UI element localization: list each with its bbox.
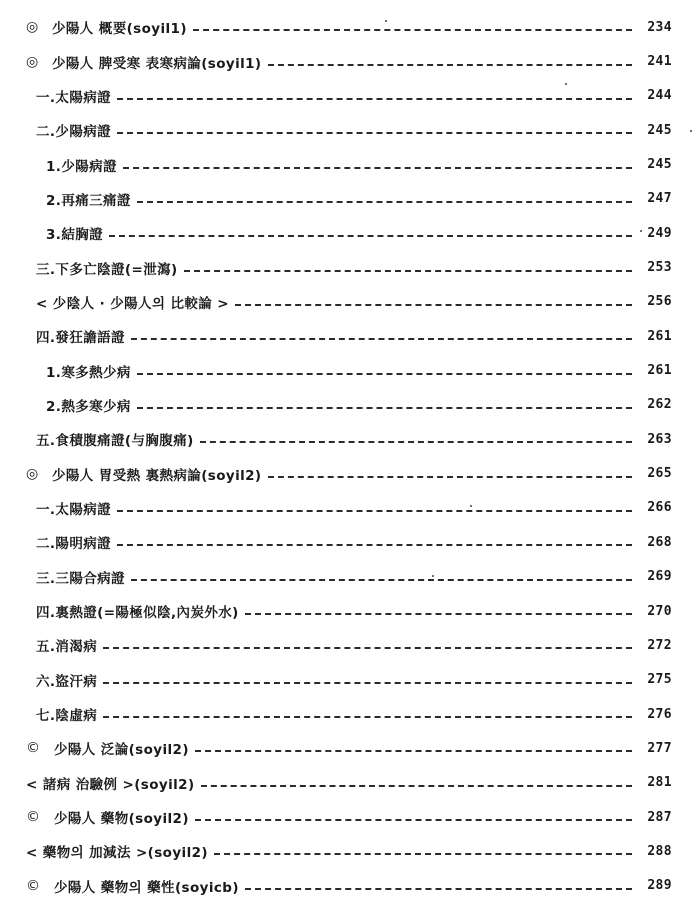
- toc-entry-page: 268: [647, 534, 672, 550]
- toc-entry-page: 263: [647, 431, 672, 447]
- toc-entry-title: 2.再痛三痛證: [46, 192, 131, 209]
- toc-entry-title: 四.發狂譫語證: [36, 330, 125, 347]
- dot-leader: [103, 682, 632, 684]
- toc-entry-title: 少陽人 概要(soyil1): [52, 21, 187, 38]
- toc-entry: [26, 353, 672, 387]
- toc-entry-page: 244: [647, 88, 672, 104]
- c-mark-icon: ©: [26, 877, 41, 894]
- toc-entry-page: 265: [647, 466, 672, 482]
- toc-entry-title: < 藥物의 加減法 >(soyil2): [26, 845, 208, 862]
- dot-leader: [245, 888, 632, 890]
- dot-leader: [268, 64, 633, 66]
- toc-entry: [26, 216, 672, 250]
- toc-entry-title: 1.少陽病證: [46, 158, 117, 175]
- toc-entry-page: 245: [647, 157, 672, 173]
- toc-entry: [26, 10, 672, 44]
- toc-entry-title: 二.少陽病證: [36, 124, 112, 141]
- dot-leader: [137, 201, 632, 203]
- double-circle-icon: ◎: [26, 19, 39, 36]
- dot-leader: [117, 98, 632, 100]
- toc-entry-title: 五.消渴病: [36, 639, 98, 656]
- toc-entry-title: 六.盜汗病: [36, 673, 98, 690]
- dot-leader: [235, 304, 632, 306]
- dot-leader: [195, 750, 632, 752]
- toc-entry-page: 247: [647, 191, 672, 207]
- scan-speck: [565, 83, 567, 85]
- dot-leader: [117, 544, 632, 546]
- toc-entry-title: 少陽人 胃受熱 裏熱病論(soyil2): [52, 467, 262, 484]
- toc-entry-page: 253: [647, 260, 672, 276]
- toc-entry: [26, 869, 672, 903]
- dot-leader: [137, 407, 632, 409]
- dot-leader: [195, 819, 632, 821]
- toc-entry: [26, 663, 672, 697]
- dot-leader: [245, 613, 632, 615]
- toc-entry: [26, 456, 672, 490]
- dot-leader: [201, 785, 632, 787]
- toc-entry: [26, 491, 672, 525]
- scan-speck: [470, 505, 472, 507]
- toc-entry: [26, 44, 672, 78]
- toc-entry: [26, 113, 672, 147]
- scan-speck: [385, 20, 387, 22]
- dot-leader: [200, 441, 632, 443]
- toc-entry-page: 287: [647, 809, 672, 825]
- dot-leader: [123, 167, 632, 169]
- toc-entry-title: < 諸病 治驗例 >(soyil2): [26, 776, 195, 793]
- toc-entry-page: 256: [647, 294, 672, 310]
- toc-entry: [26, 250, 672, 284]
- toc-entry-page: 277: [647, 740, 672, 756]
- scan-speck: [432, 575, 434, 577]
- c-mark-icon: ©: [26, 740, 41, 757]
- toc-entry-title: 四.裏熱證(=陽極似陰,內炭外水): [36, 605, 239, 622]
- toc-entry-page: 261: [647, 363, 672, 379]
- toc-entry: [26, 285, 672, 319]
- toc-entry-page: 245: [647, 122, 672, 138]
- toc-entry-title: 2.熱多寒少病: [46, 398, 131, 415]
- toc-entry-page: 275: [647, 672, 672, 688]
- toc-entry-page: 288: [647, 843, 672, 859]
- dot-leader: [184, 270, 632, 272]
- double-circle-icon: ◎: [26, 53, 39, 70]
- toc-entry: [26, 147, 672, 181]
- dot-leader: [268, 476, 633, 478]
- toc-entry: [26, 800, 672, 834]
- toc-entry: [26, 766, 672, 800]
- toc-entry-page: 262: [647, 397, 672, 413]
- toc-entry: [26, 834, 672, 868]
- toc-entry: [26, 628, 672, 662]
- dot-leader: [137, 373, 632, 375]
- double-circle-icon: ◎: [26, 465, 39, 482]
- toc-entry: [26, 79, 672, 113]
- toc-entry-title: 二.陽明病證: [36, 536, 112, 553]
- dot-leader: [131, 338, 632, 340]
- toc-entry: [26, 319, 672, 353]
- toc-entry-title: 一.太陽病證: [36, 501, 112, 518]
- toc-entry-page: 281: [647, 775, 672, 791]
- toc-entry-title: 3.結胸證: [46, 227, 104, 244]
- toc-entry: [26, 422, 672, 456]
- toc-entry-title: 少陽人 泛論(soyil2): [54, 742, 189, 759]
- toc-entry-title: 1.寒多熱少病: [46, 364, 131, 381]
- toc-entry-page: 276: [647, 706, 672, 722]
- toc-entry-title: 少陽人 藥物의 藥性(soyicb): [54, 879, 239, 896]
- scan-speck: [640, 230, 642, 232]
- toc-entry: [26, 560, 672, 594]
- table-of-contents: [26, 10, 672, 903]
- toc-entry: [26, 525, 672, 559]
- toc-entry-page: 272: [647, 637, 672, 653]
- toc-entry-title: 三.下多亡陰證(=泄瀉): [36, 261, 178, 278]
- dot-leader: [117, 132, 632, 134]
- toc-entry-page: 234: [647, 19, 672, 35]
- toc-entry: [26, 594, 672, 628]
- toc-entry-page: 261: [647, 328, 672, 344]
- toc-entry-title: 三.三陽合病證: [36, 570, 125, 587]
- toc-entry-page: 266: [647, 500, 672, 516]
- toc-entry: [26, 182, 672, 216]
- dot-leader: [131, 579, 632, 581]
- toc-entry-page: 241: [647, 54, 672, 70]
- scan-speck: [690, 130, 692, 132]
- toc-entry-page: 269: [647, 569, 672, 585]
- toc-entry: [26, 731, 672, 765]
- dot-leader: [193, 29, 632, 31]
- dot-leader: [103, 716, 632, 718]
- toc-entry: [26, 388, 672, 422]
- toc-entry-title: 一.太陽病證: [36, 89, 112, 106]
- toc-entry-title: 五.食積腹痛證(与胸腹痛): [36, 433, 194, 450]
- toc-entry-title: 少陽人 藥物(soyil2): [54, 811, 189, 828]
- dot-leader: [109, 235, 632, 237]
- toc-entry-page: 289: [647, 878, 672, 894]
- toc-entry-page: 270: [647, 603, 672, 619]
- dot-leader: [117, 510, 632, 512]
- toc-entry: [26, 697, 672, 731]
- toc-entry-page: 249: [647, 225, 672, 241]
- c-mark-icon: ©: [26, 809, 41, 826]
- scan-speck: [327, 750, 329, 752]
- toc-entry-title: < 少陰人 · 少陽人의 比較論 >: [36, 295, 229, 312]
- dot-leader: [214, 853, 632, 855]
- toc-entry-title: 少陽人 脾受寒 表寒病論(soyil1): [52, 55, 262, 72]
- toc-entry-title: 七.陰虛病: [36, 708, 98, 725]
- dot-leader: [103, 647, 632, 649]
